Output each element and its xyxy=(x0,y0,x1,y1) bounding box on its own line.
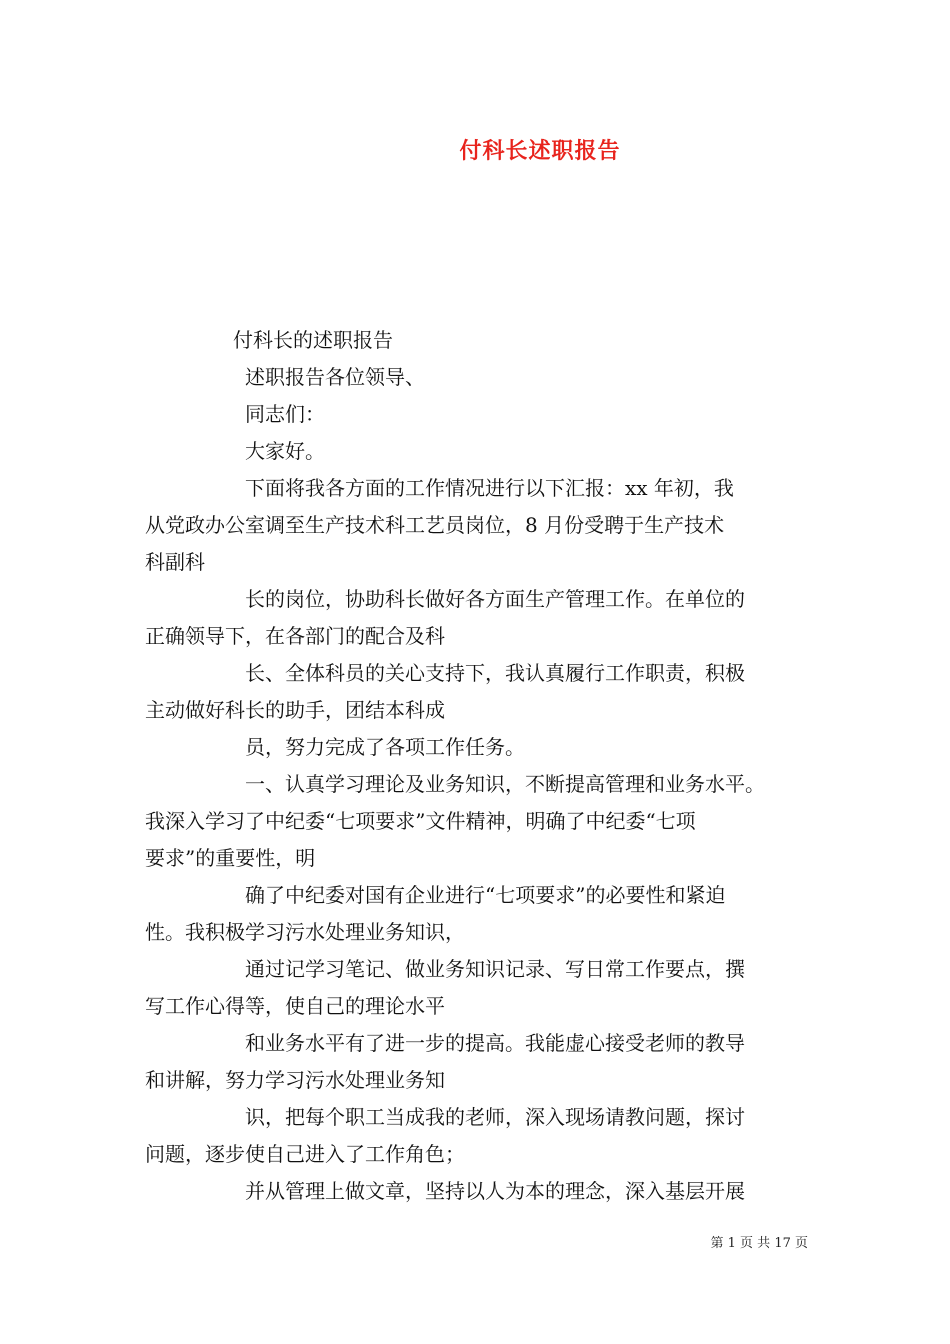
paragraph xyxy=(145,581,810,655)
text-line: 性。我积极学习污水处理业务知识， xyxy=(145,920,465,944)
text-line: 写工作心得等，使自己的理论水平 xyxy=(145,994,445,1018)
paragraph xyxy=(145,1025,810,1099)
text-line: 下面将我各方面的工作情况进行以下汇报：xx 年初，我 xyxy=(245,476,734,500)
paragraph xyxy=(145,433,810,470)
text-line: 员，努力完成了各项工作任务。 xyxy=(245,735,525,759)
text-line: 我深入学习了中纪委“七项要求”文件精神，明确了中纪委“七项 xyxy=(145,809,696,833)
text-line: 同志们： xyxy=(245,402,325,426)
text-line: 主动做好科长的助手，团结本科成 xyxy=(145,698,445,722)
text-line: 长的岗位，协助科长做好各方面生产管理工作。在单位的 xyxy=(245,587,745,611)
page-number-footer: 第 1 页 共 17 页 xyxy=(710,1236,808,1251)
paragraph xyxy=(145,655,810,729)
text-line: 一、认真学习理论及业务知识，不断提高管理和业务水平。 xyxy=(245,772,765,796)
paragraph xyxy=(145,396,810,433)
text-line: 正确领导下，在各部门的配合及科 xyxy=(145,624,445,648)
text-line: 要求”的重要性，明 xyxy=(145,846,316,870)
paragraph-heading xyxy=(145,322,810,359)
text-line: 确了中纪委对国有企业进行“七项要求”的必要性和紧迫 xyxy=(245,883,726,907)
text-line: 并从管理上做文章，坚持以人为本的理念，深入基层开展 xyxy=(245,1179,745,1203)
text-line: 问题，逐步使自己进入了工作角色； xyxy=(145,1142,465,1166)
paragraph xyxy=(145,877,810,951)
document-body xyxy=(145,322,810,1210)
text-line: 和讲解，努力学习污水处理业务知 xyxy=(145,1068,445,1092)
text-line: 述职报告各位领导、 xyxy=(245,365,425,389)
document-title: 付科长述职报告 xyxy=(459,139,621,164)
paragraph xyxy=(145,951,810,1025)
text-line: 付科长的述职报告 xyxy=(233,328,393,352)
text-line: 识，把每个职工当成我的老师，深入现场请教问题，探讨 xyxy=(245,1105,745,1129)
text-line: 科副科 xyxy=(145,550,205,574)
paragraph xyxy=(145,359,810,396)
text-line: 和业务水平有了进一步的提高。我能虚心接受老师的教导 xyxy=(245,1031,745,1055)
text-line: 大家好。 xyxy=(245,439,325,463)
text-line: 从党政办公室调至生产技术科工艺员岗位，8 月份受聘于生产技术 xyxy=(145,513,725,537)
paragraph xyxy=(145,729,810,766)
paragraph xyxy=(145,1099,810,1173)
paragraph xyxy=(145,470,810,581)
paragraph xyxy=(145,766,810,877)
text-line: 长、全体科员的关心支持下，我认真履行工作职责，积极 xyxy=(245,661,745,685)
text-line: 通过记学习笔记、做业务知识记录、写日常工作要点，撰 xyxy=(245,957,745,981)
paragraph xyxy=(145,1173,810,1210)
